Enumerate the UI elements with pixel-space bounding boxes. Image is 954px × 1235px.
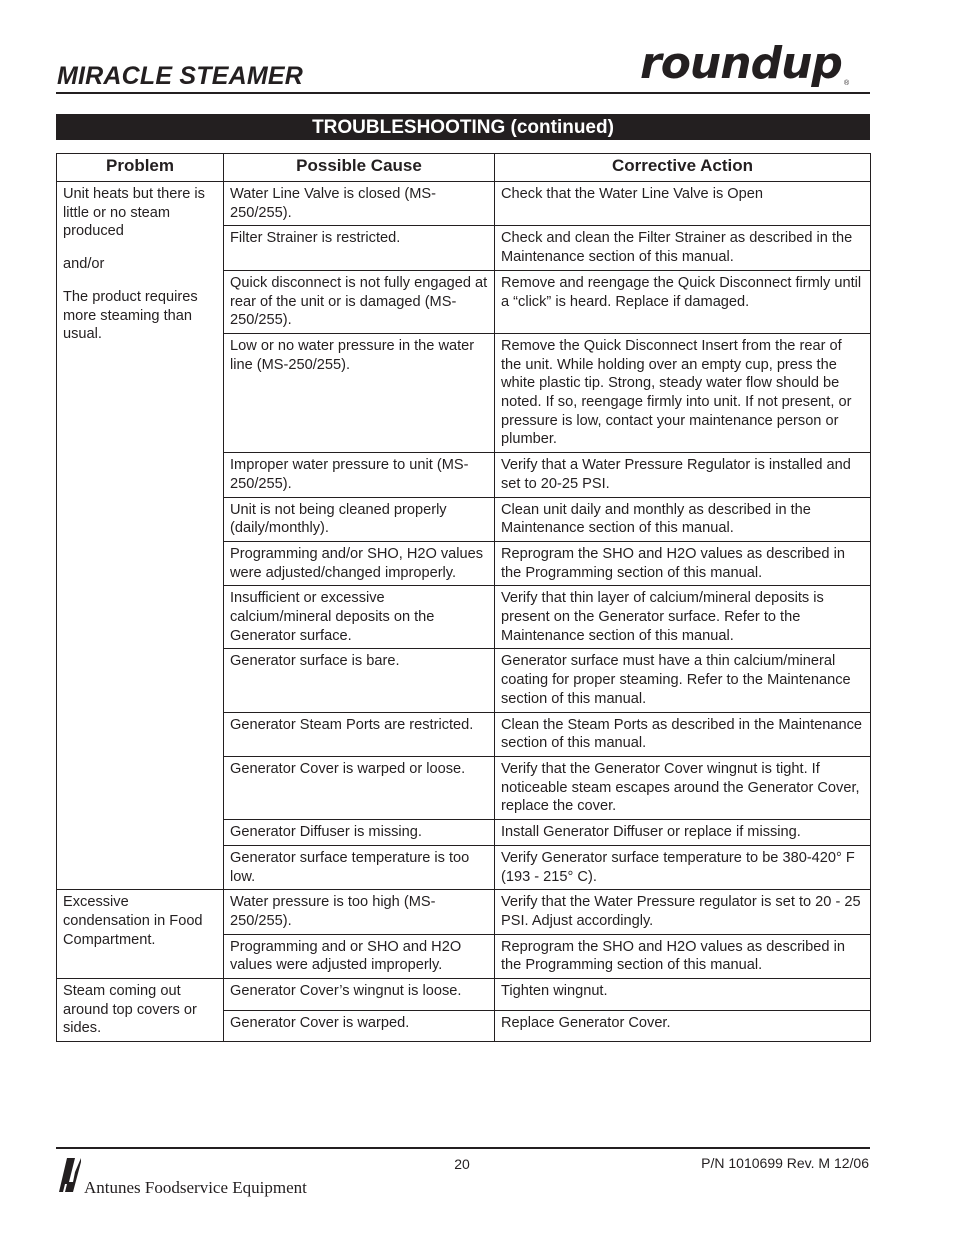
problem-text: and/or: [63, 256, 105, 273]
action-cell: Reprogram the SHO and H2O values as described in the Programming section of this manual.: [495, 934, 871, 978]
problem-cell: [57, 182, 224, 890]
action-cell: Check and clean the Filter Strainer as described in the Maintenance section of this manual.: [495, 226, 871, 270]
cause-cell: Improper water pressure to unit (MS-250/255).: [224, 453, 495, 497]
cause-cell: Programming and/or SHO, H2O values were adjusted/changed improperly.: [224, 541, 495, 585]
action-cell: Clean unit daily and monthly as described in the Maintenance section of this manual.: [495, 497, 871, 541]
action-cell: Verify that the Water Pressure regulator is set to 20 - 25 PSI. Adjust accordingly.: [495, 890, 871, 934]
footer-divider: [56, 1147, 870, 1149]
table-row: [57, 979, 871, 1011]
section-title: TROUBLESHOOTING (continued): [56, 114, 870, 140]
action-cell: Install Generator Diffuser or replace if missing.: [495, 820, 871, 846]
cause-cell: Generator Steam Ports are restricted.: [224, 712, 495, 756]
problem-text: Unit heats but there is little or no steam produced: [63, 186, 205, 240]
action-cell: Verify that the Generator Cover wingnut is tight. If noticeable steam escapes around the Generator Cover, replace the cover.: [495, 756, 871, 819]
cause-cell: Programming and or SHO and H2O values were adjusted improperly.: [224, 934, 495, 978]
action-cell: Replace Generator Cover.: [495, 1010, 871, 1042]
table-row: [57, 890, 871, 934]
roundup-logo: roundup: [640, 38, 842, 89]
cause-cell: Quick disconnect is not fully engaged at rear of the unit or is damaged (MS-250/255).: [224, 270, 495, 333]
antunes-logo-icon: [57, 1154, 83, 1194]
cause-cell: Generator Cover’s wingnut is loose.: [224, 979, 495, 1011]
action-cell: Check that the Water Line Valve is Open: [495, 182, 871, 226]
table-row: [57, 182, 871, 226]
action-cell: Remove the Quick Disconnect Insert from the rear of the unit. While holding over an empty cup, press the white plastic tip. Strong, steady water flow should be noted. If so, reengage firmly into unit. If not present, or pressure is low, contact your maintenance person or plumber.: [495, 333, 871, 452]
action-cell: Reprogram the SHO and H2O values as described in the Programming section of this manual.: [495, 541, 871, 585]
header-divider: [56, 92, 870, 94]
problem-cell: [57, 890, 224, 979]
column-header-action: Corrective Action: [495, 154, 871, 182]
cause-cell: Generator Cover is warped.: [224, 1010, 495, 1042]
table-body: [57, 182, 871, 1042]
cause-cell: Filter Strainer is restricted.: [224, 226, 495, 270]
action-cell: Verify that thin layer of calcium/mineral deposits is present on the Generator surface. Refer to the Maintenance section of this manual.: [495, 586, 871, 649]
cause-cell: Generator Cover is warped or loose.: [224, 756, 495, 819]
cause-cell: Generator surface temperature is too low.: [224, 845, 495, 889]
action-cell: Verify Generator surface temperature to be 380-420° F (193 - 215° C).: [495, 845, 871, 889]
table-header-row: [57, 154, 871, 182]
problem-cell: [57, 979, 224, 1042]
action-cell: Tighten wingnut.: [495, 979, 871, 1011]
action-cell: Clean the Steam Ports as described in the Maintenance section of this manual.: [495, 712, 871, 756]
page-number: 20: [454, 1156, 470, 1172]
part-number: P/N 1010699 Rev. M 12/06: [701, 1155, 869, 1171]
action-cell: Verify that a Water Pressure Regulator is installed and set to 20-25 PSI.: [495, 453, 871, 497]
action-cell: Generator surface must have a thin calcium/mineral coating for proper steaming. Refer to the Maintenance section of this manual.: [495, 649, 871, 712]
column-header-problem: Problem: [57, 154, 224, 182]
registered-mark-icon: ®: [844, 80, 850, 87]
problem-text: Steam coming out around top covers or sides.: [63, 983, 197, 1037]
cause-cell: Water Line Valve is closed (MS-250/255).: [224, 182, 495, 226]
column-header-cause: Possible Cause: [224, 154, 495, 182]
cause-cell: Low or no water pressure in the water line (MS-250/255).: [224, 333, 495, 452]
troubleshooting-table: [56, 153, 871, 1042]
problem-text: The product requires more steaming than usual.: [63, 288, 198, 343]
cause-cell: Generator surface is bare.: [224, 649, 495, 712]
company-name: Antunes Foodservice Equipment: [84, 1178, 307, 1197]
cause-cell: Water pressure is too high (MS-250/255).: [224, 890, 495, 934]
cause-cell: Insufficient or excessive calcium/mineral deposits on the Generator surface.: [224, 586, 495, 649]
problem-text: Excessive condensation in Food Compartment.: [63, 894, 203, 948]
action-cell: Remove and reengage the Quick Disconnect firmly until a “click” is heard. Replace if damaged.: [495, 270, 871, 333]
cause-cell: Generator Diffuser is missing.: [224, 820, 495, 846]
cause-cell: Unit is not being cleaned properly (daily/monthly).: [224, 497, 495, 541]
document-title: MIRACLE STEAMER: [57, 62, 304, 90]
